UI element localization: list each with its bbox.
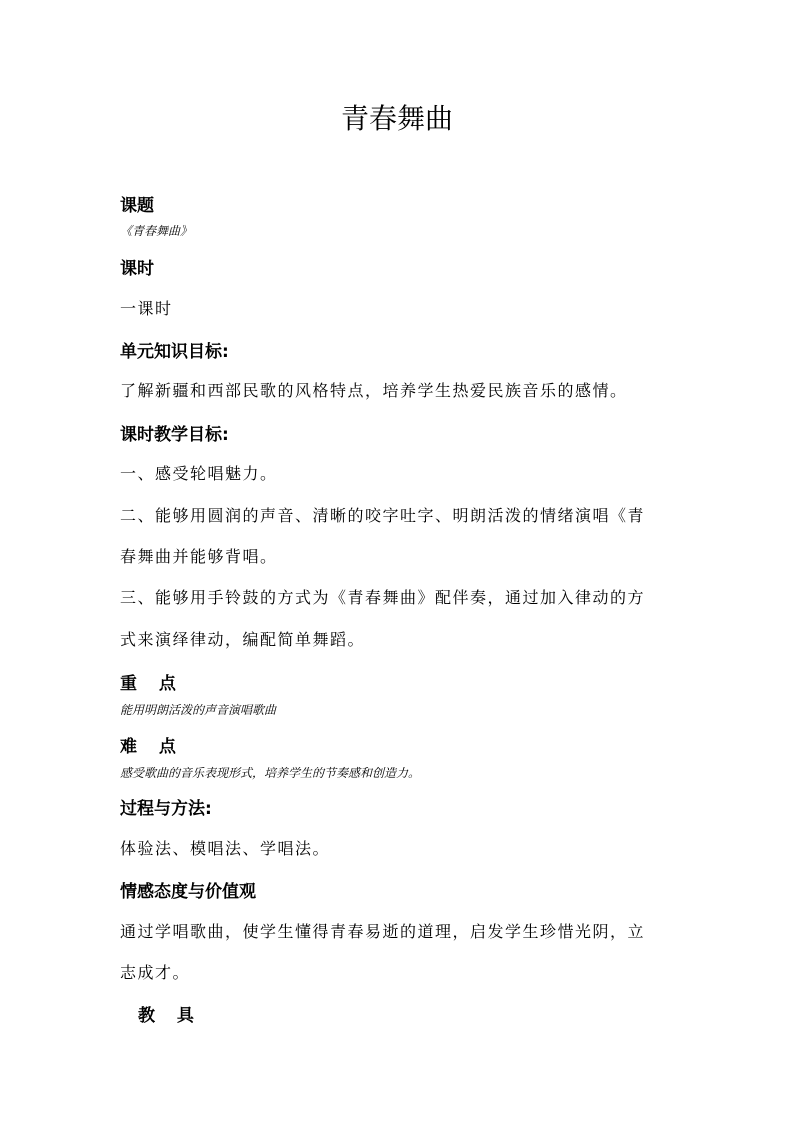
lesson-goal-line: 三、能够用手铃鼓的方式为《青春舞曲》配伴奏，通过加入律动的方 — [120, 588, 646, 607]
process-heading: 过程与方法: — [120, 799, 212, 819]
unit-goal-content: 了解新疆和西部民歌的风格特点，培养学生热爱民族音乐的感情。 — [120, 381, 628, 400]
duration-heading: 课时 — [120, 259, 154, 279]
values-line: 通过学唱歌曲，使学生懂得青春易逝的道理，启发学生珍惜光阴，立 — [120, 922, 646, 941]
key-point-heading: 重 点 — [120, 674, 184, 694]
lesson-goal-line: 一、感受轮唱魅力。 — [120, 464, 278, 483]
topic-heading: 课题 — [120, 196, 154, 216]
values-line: 志成才。 — [120, 963, 191, 982]
values-heading: 情感态度与价值观 — [120, 882, 256, 902]
lesson-goals-heading: 课时教学目标: — [120, 425, 229, 445]
lesson-goal-line: 二、能够用圆润的声音、清晰的咬字吐字、明朗活泼的情绪演唱《青 — [120, 506, 646, 525]
key-point-content: 能用明朗活泼的声音演唱歌曲 — [120, 703, 277, 717]
duration-content: 一课时 — [120, 299, 173, 318]
unit-goal-heading: 单元知识目标: — [120, 342, 229, 362]
lesson-goal-line: 春舞曲并能够背唱。 — [120, 547, 278, 566]
process-content: 体验法、模唱法、学唱法。 — [120, 839, 331, 858]
difficulty-content: 感受歌曲的音乐表现形式，培养学生的节奏感和创造力。 — [120, 766, 421, 780]
topic-content: 《青春舞曲》 — [120, 224, 193, 238]
difficulty-heading: 难 点 — [120, 737, 184, 757]
tools-heading: 教 具 — [138, 1006, 202, 1026]
page-title: 青春舞曲 — [340, 102, 453, 135]
lesson-goal-line: 式来演绎律动，编配简单舞蹈。 — [120, 630, 366, 649]
